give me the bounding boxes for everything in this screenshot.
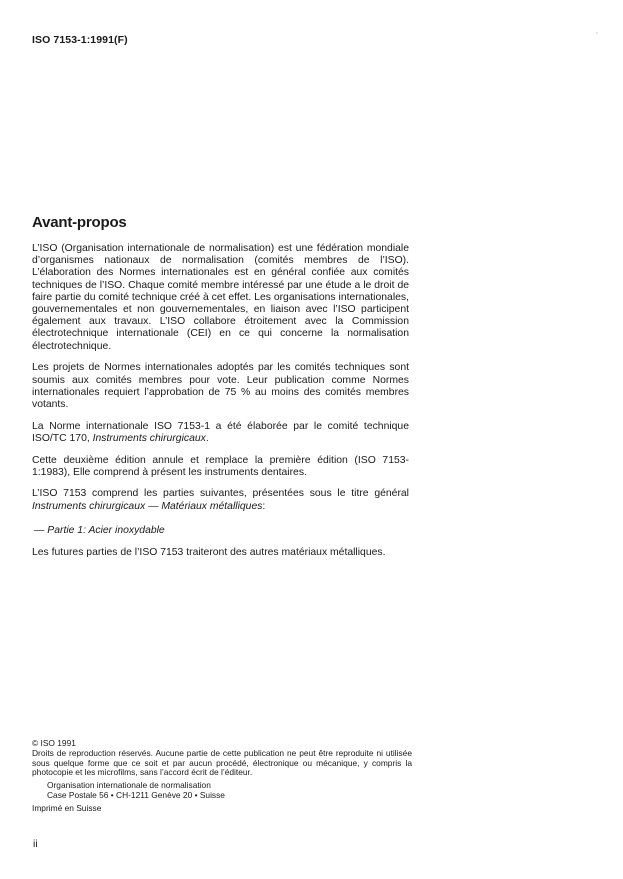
copyright-line: © ISO 1991 [32, 738, 76, 748]
parts-general-title: Instruments chirurgicaux — Matériaux métalliques [32, 500, 263, 512]
paragraph-voting: Les projets de Normes internationales adoptés par les comités techniques sont soumis aux comités membres pour vote. Leur publication comme Normes internationales requiert l’approbation de 75 % au moins des comités membres votants. [32, 362, 409, 410]
committee-title: Instruments chirurgicaux [92, 432, 206, 444]
committee-text: La Norme internationale ISO 7153-1 a été élaborée par le comité technique ISO/TC 170, [32, 420, 409, 444]
copyright-notice: Droits de reproduction réservés. Aucune partie de cette publication ne peut être reproduite ni utilisée sous quelque forme que ce soit et par aucun procédé, électronique ou mécanique, y compris la photocopie et les microfilms, sans l’accord écrit de l’éditeur. [32, 747, 412, 778]
part-list-item: — Partie 1: Acier inoxydable [34, 524, 165, 536]
copyright-block [32, 739, 412, 814]
foreword-body [32, 243, 409, 568]
paragraph-edition: Cette deuxième édition annule et remplace la première édition (ISO 7153-1:1983), Elle comprend à présent les instruments dentaires. [32, 454, 409, 478]
organisation-name: Organisation internationale de normalisation [47, 780, 211, 791]
committee-suffix: . [205, 432, 209, 444]
page-number: ii [33, 838, 38, 850]
printed-in: Imprimé en Suisse [32, 802, 102, 813]
paragraph-committee [32, 421, 409, 445]
paragraph-parts [32, 488, 409, 512]
parts-suffix: : [262, 500, 266, 512]
scan-artifact [596, 32, 598, 34]
paragraph-future-parts: Les futures parties de l’ISO 7153 traiteront des autres matériaux métalliques. [32, 546, 386, 558]
parts-text: L’ISO 7153 comprend les parties suivantes, présentées sous le titre général [32, 488, 409, 500]
document-id-header: ISO 7153-1:1991(F) [32, 34, 128, 46]
organisation-address: Case Postale 56 • CH-1211 Genève 20 • Suisse [47, 789, 225, 800]
section-title: Avant-propos [32, 214, 127, 231]
paragraph-iso-intro: L’ISO (Organisation internationale de normalisation) est une fédération mondiale d’organismes nationaux de normalisation (comités membres de l’ISO). L’élaboration des Normes internationales est en général confiée aux comités techniques de l’ISO. Chaque comité membre intéressé par une étude a le droit de faire partie du comité technique créé à cet effet. Les organisations internationales, gouvernementales et non gouvernementales, en liaison avec l’ISO participent également aux travaux. L’ISO collabore étroitement avec la Commission électrotechnique internationale (CEI) en ce qui concerne la normalisation électrotechnique. [32, 243, 409, 352]
